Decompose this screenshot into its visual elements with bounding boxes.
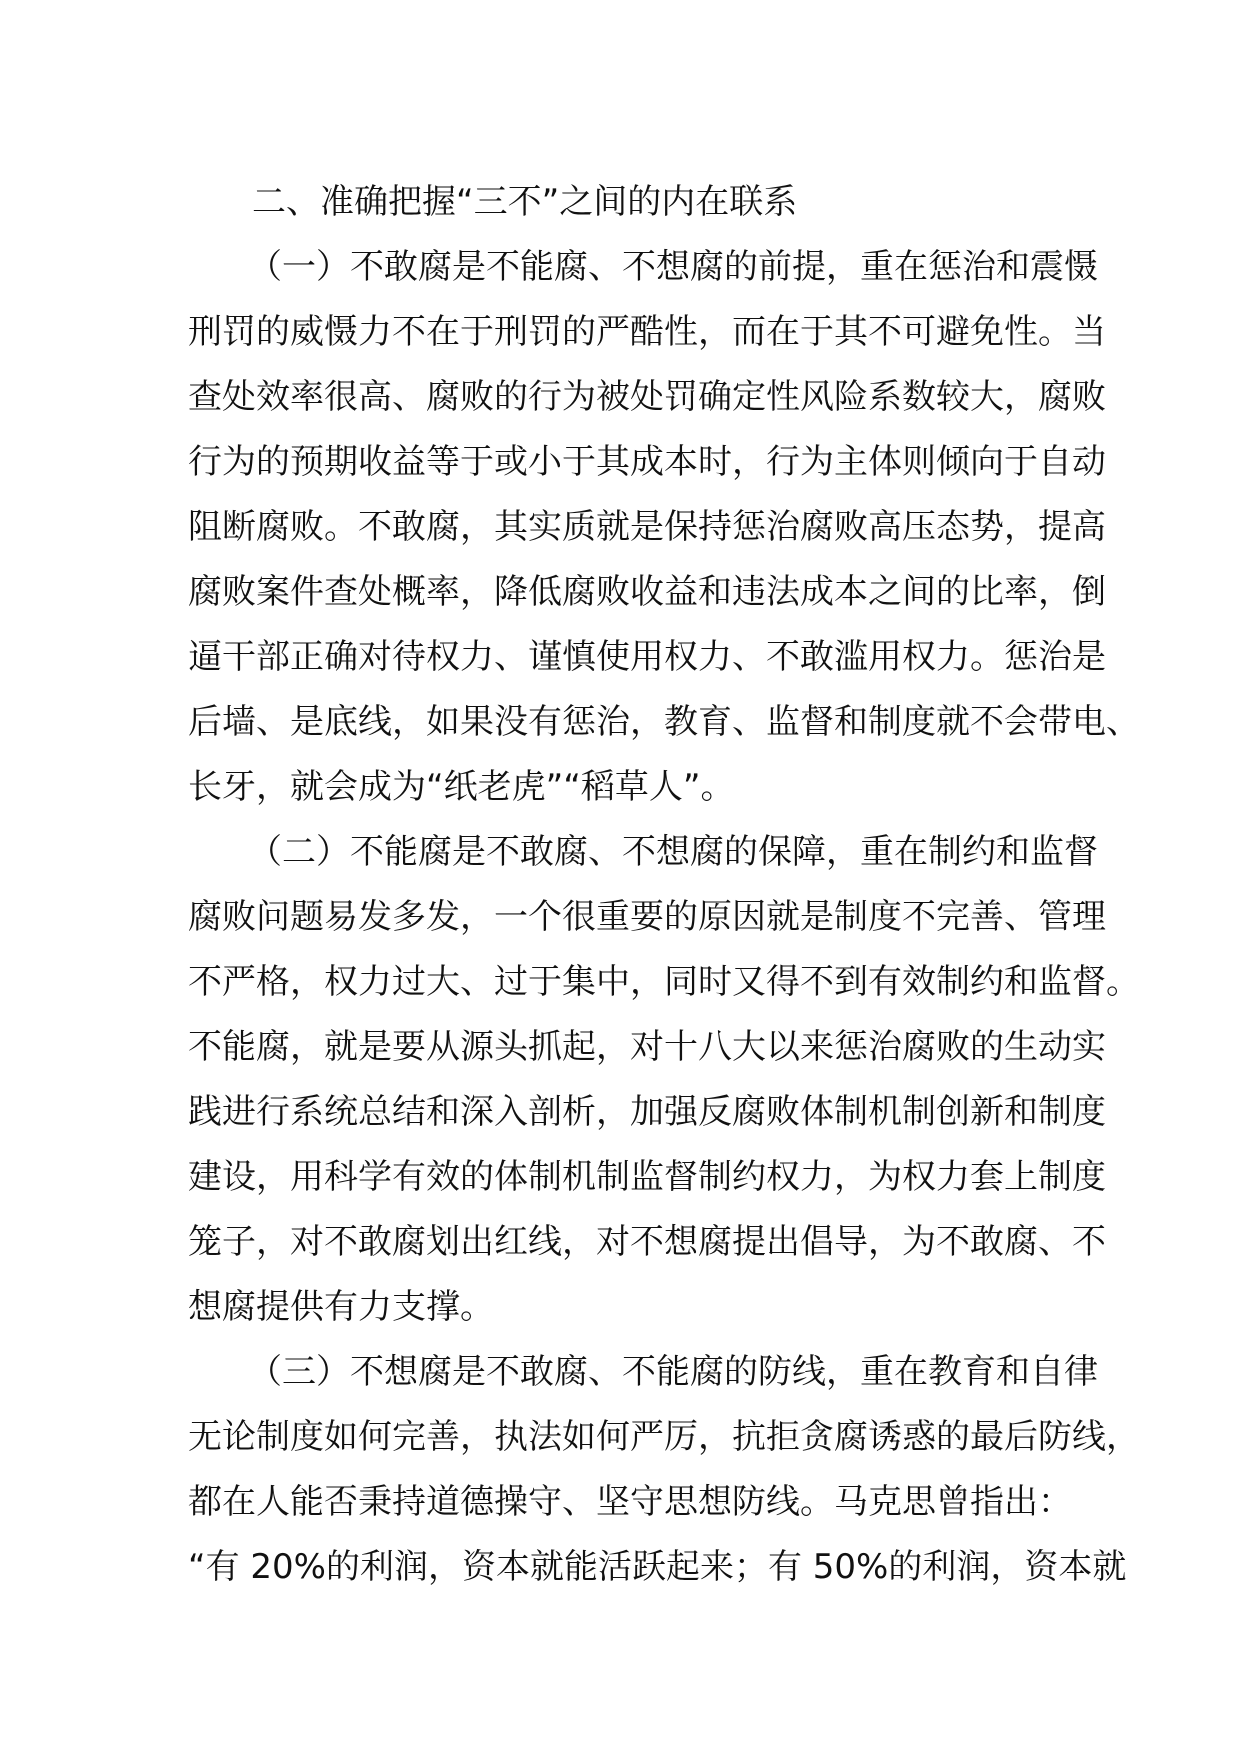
paragraph-line: 践进行系统总结和深入剖析，加强反腐败体制机制创新和制度 (188, 1092, 1106, 1132)
paragraph-line: 都在人能否秉持道德操守、坚守思想防线。马克思曾指出： (188, 1482, 1072, 1522)
paragraph-line: 后墙、是底线，如果没有惩治，教育、监督和制度就不会带电、 (188, 702, 1140, 742)
paragraph-line: 想腐提供有力支撑。 (188, 1287, 494, 1327)
paragraph-line: 查处效率很高、腐败的行为被处罚确定性风险系数较大，腐败 (188, 377, 1106, 417)
paragraph-line: 无论制度如何完善，执法如何严厉，抗拒贪腐诱惑的最后防线， (188, 1417, 1140, 1457)
section-heading: 二、准确把握“三不”之间的内在联系 (252, 182, 798, 222)
paragraph-line: 不严格，权力过大、过于集中，同时又得不到有效制约和监督。 (188, 962, 1140, 1002)
paragraph-line: 腐败案件查处概率，降低腐败收益和违法成本之间的比率，倒 (188, 572, 1106, 612)
subsection-heading-2: （二）不能腐是不敢腐、不想腐的保障，重在制约和监督 (248, 832, 1098, 872)
paragraph-line: 阻断腐败。不敢腐，其实质就是保持惩治腐败高压态势，提高 (188, 507, 1106, 547)
document-body (188, 170, 1140, 1600)
paragraph-line: “有 20%的利润，资本就能活跃起来；有 50%的利润，资本就 (188, 1547, 1127, 1587)
paragraph-line: 建设，用科学有效的体制机制监督制约权力，为权力套上制度 (188, 1157, 1106, 1197)
paragraph-line: 行为的预期收益等于或小于其成本时，行为主体则倾向于自动 (188, 442, 1106, 482)
subsection-heading-3: （三）不想腐是不敢腐、不能腐的防线，重在教育和自律 (248, 1352, 1098, 1392)
paragraph-line: 腐败问题易发多发，一个很重要的原因就是制度不完善、管理 (188, 897, 1106, 937)
paragraph-line: 不能腐，就是要从源头抓起，对十八大以来惩治腐败的生动实 (188, 1027, 1106, 1067)
paragraph-line: 笼子，对不敢腐划出红线，对不想腐提出倡导，为不敢腐、不 (188, 1222, 1106, 1262)
subsection-heading-1: （一）不敢腐是不能腐、不想腐的前提，重在惩治和震慑 (248, 247, 1098, 287)
paragraph-line: 长牙，就会成为“纸老虎”“稻草人”。 (188, 767, 735, 807)
paragraph-line: 刑罚的威慑力不在于刑罚的严酷性，而在于其不可避免性。当 (188, 312, 1106, 352)
paragraph-line: 逼干部正确对待权力、谨慎使用权力、不敢滥用权力。惩治是 (188, 637, 1106, 677)
